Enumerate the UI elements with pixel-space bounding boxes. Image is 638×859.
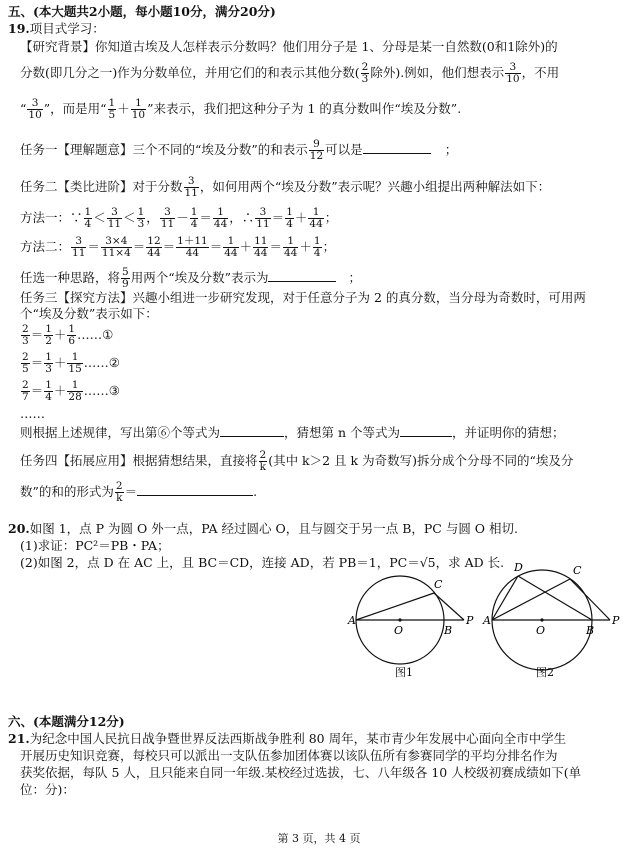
label-a: A bbox=[483, 614, 491, 627]
figure-2 bbox=[478, 560, 638, 684]
question-number: 19. bbox=[8, 21, 30, 36]
intro-line-3: “ $\frac{3}{10}$ ”，而是用“ $\frac{1}{5}$ ＋ $\frac{1}{10}$ ”来表示，我们把这种分子为 1 的真分数叫作“埃及分数”. bbox=[20, 97, 462, 121]
answer-blank[interactable] bbox=[220, 424, 284, 437]
rule-line: 则根据上述规律，写出第⑥个等式为 ，猜想第 n 个等式为 ，并证明你的猜想； bbox=[20, 425, 565, 440]
label-o: O bbox=[394, 624, 404, 637]
equation-2: $\frac{2}{5}$ ＝ $\frac{1}{3}$ ＋ $\frac{1}{15}$ ……② bbox=[22, 351, 120, 375]
question-21-line-3: 获奖依据，每队 5 人，且只能来自同一年级.某校经过选拔，七、八年级各 10 人校级初赛成绩如下(单 bbox=[20, 765, 582, 780]
fraction: $\frac{3}{10}$ bbox=[506, 61, 520, 85]
label-p: P bbox=[612, 614, 620, 627]
page-footer: 第 3 页，共 4 页 bbox=[277, 832, 361, 845]
question-21-line-4: 位：分)： bbox=[20, 782, 75, 797]
task-3-line-1: 任务三【探究方法】兴趣小组进一步研究发现，对于任意分子为 2 的真分数，当分母为奇数时，可用两 bbox=[20, 290, 586, 305]
task-2: 任务二【类比进阶】对于分数 $\frac{3}{11}$ ，如何用两个“埃及分数”表示呢？兴趣小组提出两种解法如下： bbox=[20, 175, 551, 199]
label-c: C bbox=[573, 564, 582, 577]
figure-caption: 图1 bbox=[395, 666, 413, 679]
figure-1 bbox=[340, 572, 490, 684]
label-c: C bbox=[434, 578, 443, 591]
question-20-part-2: (2)如图 2，点 D 在 AC 上，且 BC＝CD，连接 AD，若 PB＝1，PC＝√5，求 AD 长. bbox=[20, 555, 505, 570]
question-number: 21. bbox=[8, 731, 30, 746]
figure-caption: 图2 bbox=[536, 666, 554, 679]
label-p: P bbox=[466, 614, 474, 627]
question-20-part-1: (1)求证：PC²＝PB・PA； bbox=[20, 538, 170, 553]
answer-blank[interactable] bbox=[137, 483, 253, 496]
fraction: $\frac{2}{3}$ bbox=[361, 61, 369, 85]
task-4-line-1: 任务四【拓展应用】根据猜想结果，直接将 $\frac{2}{k}$ (其中 k＞2 且 k 为奇数写)拆分成个分母不同的“埃及分 bbox=[20, 449, 574, 473]
choose-method: 任选一种思路，将 $\frac{5}{9}$ 用两个“埃及分数”表示为 ； bbox=[20, 266, 361, 290]
task-3-line-2: 个“埃及分数”表示如下： bbox=[20, 306, 158, 321]
intro-line-2: 分数(即几分之一)作为分数单位，并用它们的和表示其他分数( $\frac{2}{3}$ 除外).例如，他们想表示 $\frac{3}{10}$ ，不用 bbox=[20, 61, 560, 85]
section-heading: 五、(本大题共2小题，每小题10分，满分20分) bbox=[8, 4, 276, 19]
answer-blank[interactable] bbox=[400, 424, 452, 437]
answer-blank[interactable] bbox=[363, 141, 431, 154]
section-heading: 六、(本题满分12分) bbox=[8, 714, 125, 729]
label-b: B bbox=[586, 624, 595, 637]
question-21-line-2: 开展历史知识竞赛，每校只可以派出一支队伍参加团体赛以该队伍所有参赛同学的平均分排名作为 bbox=[20, 748, 558, 763]
equation-1: $\frac{2}{3}$ ＝ $\frac{1}{2}$ ＋ $\frac{1}{6}$ ……① bbox=[22, 323, 114, 347]
task-4-line-2: 数”的和的形式为 $\frac{2}{k}$ ＝ . bbox=[20, 480, 258, 504]
method-1: 方法一：∵ $\frac{1}{4}$ ＜ $\frac{3}{11}$ ＜ $\frac{1}{3}$ ， $\frac{3}{11}$ － $\frac{1}{4}$ ＝ $\frac{1}{44}$ ，∴ $\frac{3}{11}$ ＝ $\frac{1}{4}$ ＋ $\frac{1}{44}$ ； bbox=[20, 206, 338, 230]
question-title: 项目式学习： bbox=[29, 21, 105, 36]
equation-3: $\frac{2}{7}$ ＝ $\frac{1}{4}$ ＋ $\frac{1}{28}$ ……③ bbox=[22, 379, 120, 403]
label-d: D bbox=[514, 561, 523, 574]
intro-line-1: 【研究背景】你知道古埃及人怎样表示分数吗？他们用分子是 1、分母是某一自然数(0和1除外)的 bbox=[20, 39, 558, 54]
task-1: 任务一【理解题意】三个不同的“埃及分数”的和表示 $\frac{9}{12}$ 可以是 ； bbox=[20, 138, 458, 162]
label-b: B bbox=[444, 624, 453, 637]
question-19-title bbox=[8, 21, 105, 36]
question-21-line-1: 21.为纪念中国人民抗日战争暨世界反法西斯战争胜利 80 周年，某市青少年发展中心面向全市中学生 bbox=[8, 731, 567, 746]
label-a: A bbox=[348, 614, 356, 627]
answer-blank[interactable] bbox=[268, 269, 336, 282]
question-20-line-1: 20.如图 1，点 P 为圆 O 外一点，PA 经过圆心 O，且与圆交于另一点 B，PC 与圆 O 相切. bbox=[8, 521, 518, 536]
label-o: O bbox=[536, 624, 546, 637]
ellipsis: …… bbox=[20, 406, 45, 421]
method-2: 方法二： $\frac{3}{11}$ ＝ $\frac{3\times 4}{11\times 4}$ ＝ $\frac{12}{44}$ ＝ $\frac{1+11}{44}$ ＝ $\frac{1}{44}$ ＋ $\frac{11}{44}$ ＝ $\frac{1}{44}$ ＋ $\frac{1}{4}$ ； bbox=[20, 235, 336, 259]
question-number: 20. bbox=[8, 521, 30, 536]
